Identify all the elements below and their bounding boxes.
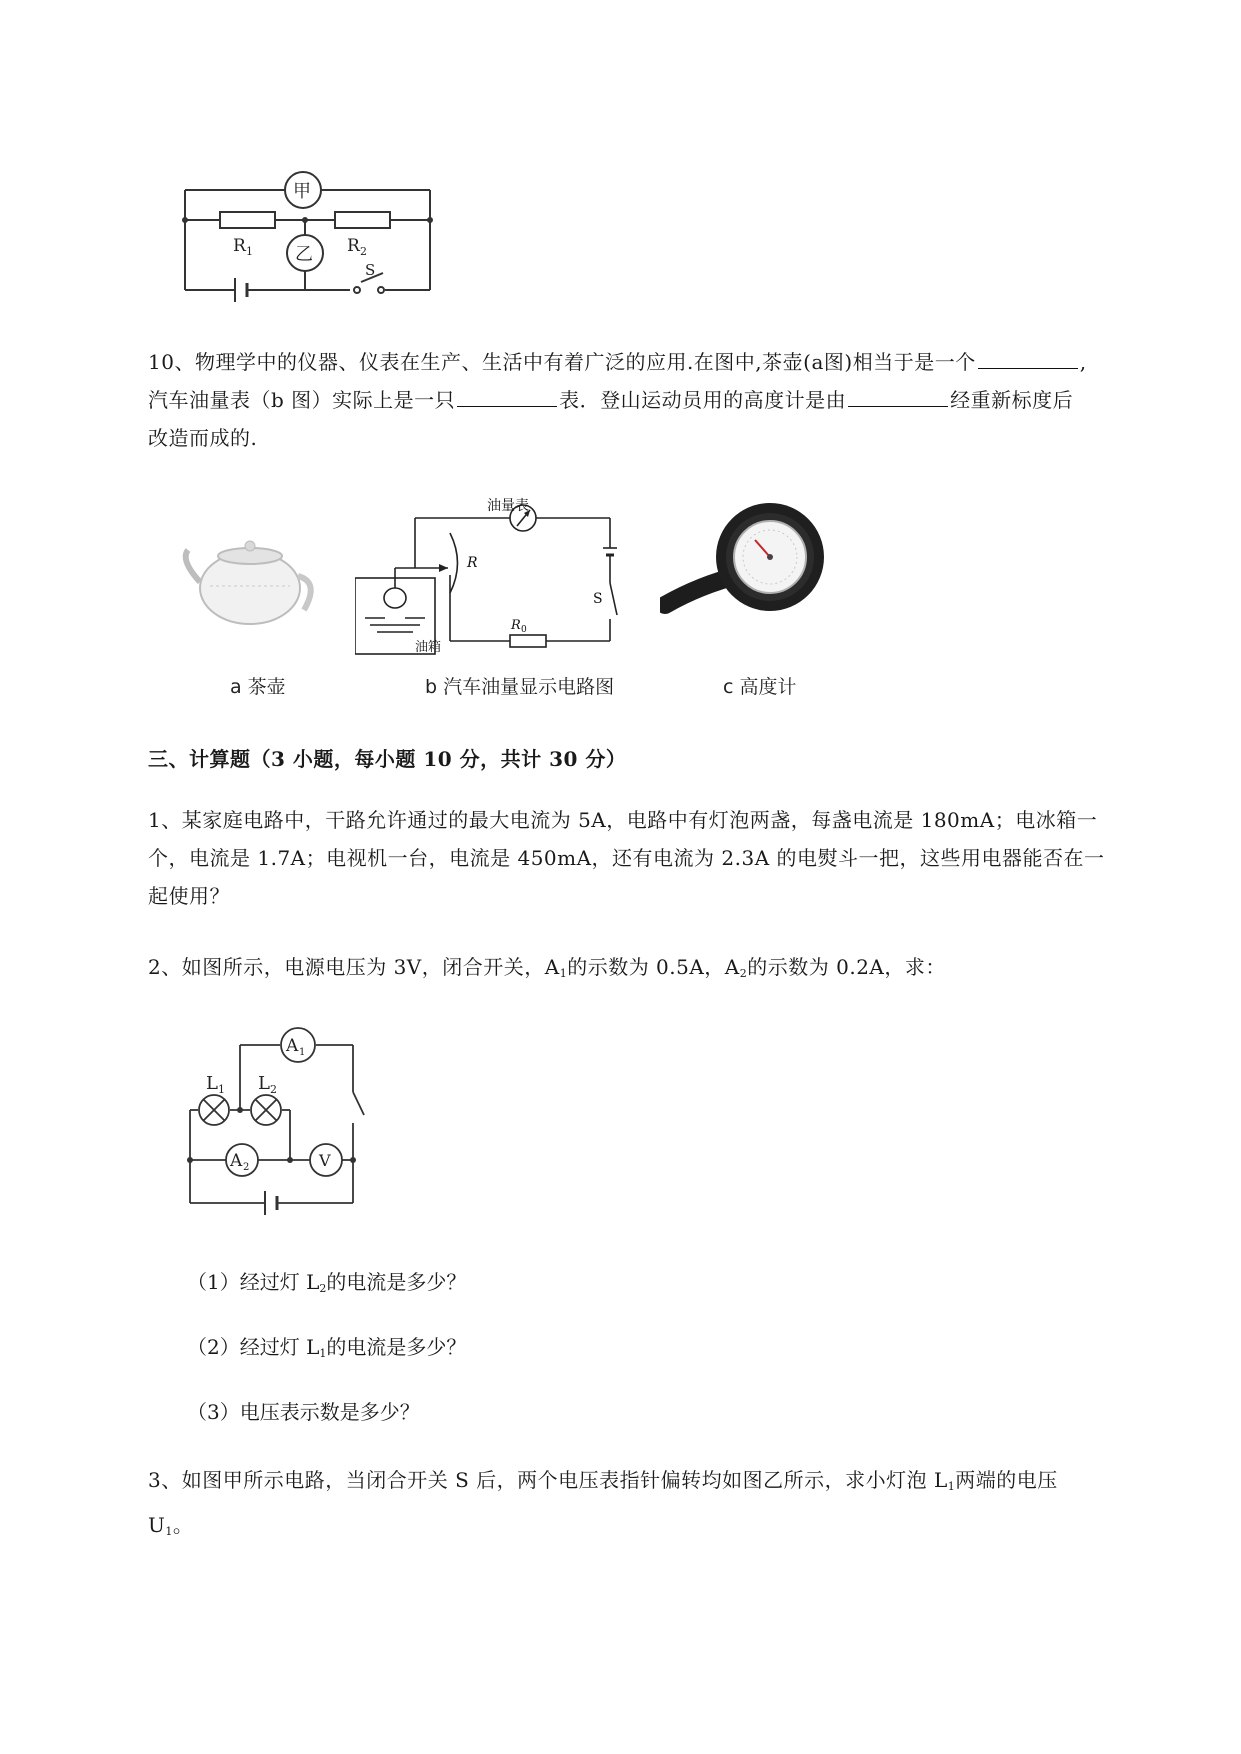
section-3-title: 三、计算题（3 小题，每小题 10 分，共计 30 分） bbox=[148, 747, 627, 771]
meter-jia-label: 甲 bbox=[293, 181, 311, 202]
resistor-r1-label: R bbox=[233, 236, 246, 256]
switch-s-label: S bbox=[365, 261, 376, 279]
problem-1-line-2: 个，电流是 1.7A；电视机一台，电流是 450mA，还有电流为 2.3A 的电熨斗一把，这些用电器能否在一 bbox=[148, 846, 1105, 870]
q10-text-3: 改造而成的. bbox=[148, 426, 258, 450]
sub1-subscript: 2 bbox=[319, 1282, 327, 1295]
lamp-l1-label: L bbox=[206, 1073, 218, 1094]
sub2-subscript: 1 bbox=[319, 1347, 327, 1360]
resistor-r0-subscript: 0 bbox=[521, 625, 527, 635]
circuit-diagram-1 bbox=[175, 165, 445, 305]
problem-3-text-a: 3、如图甲所示电路，当闭合开关 S 后，两个电压表指针偏转均如图乙所示，求小灯泡 L bbox=[148, 1468, 948, 1492]
problem-2-text-c: 的示数为 0.2A，求： bbox=[747, 955, 946, 979]
problem-2-sub-3: （3）电压表示数是多少？ bbox=[187, 1400, 420, 1424]
ammeter-a1-subscript: 1 bbox=[299, 1047, 306, 1058]
answer-blank-2[interactable] bbox=[457, 384, 557, 407]
oil-meter-label: 油量表 bbox=[487, 497, 529, 513]
problem-1-line-3: 起使用？ bbox=[148, 884, 230, 908]
q10-text-2-end: 经重新标度后 bbox=[950, 388, 1074, 412]
q10-text-2: 汽车油量表（b 图）实际上是一只 bbox=[148, 388, 456, 412]
variable-resistor-label: R bbox=[467, 555, 478, 571]
sub2-text-a: （2）经过灯 L bbox=[187, 1335, 320, 1359]
sub2-text-b: 的电流是多少？ bbox=[326, 1335, 467, 1359]
switch-s-label-2: S bbox=[593, 591, 603, 607]
voltmeter-label: V bbox=[319, 1151, 331, 1170]
sub1-text-b: 的电流是多少？ bbox=[326, 1270, 467, 1294]
problem-3-text-c: U bbox=[148, 1513, 166, 1537]
answer-blank-1[interactable] bbox=[978, 346, 1078, 369]
meter-yi-label: 乙 bbox=[295, 244, 313, 265]
problem-2-sub-1 bbox=[187, 1267, 466, 1304]
q10-text-2-mid: 表．登山运动员用的高度计是由 bbox=[559, 388, 847, 412]
q10-text-1: 10、物理学中的仪器、仪表在生产、生活中有着广泛的应用.在图中,茶壶(a图)相当于是一个 bbox=[148, 350, 976, 374]
problem-1-line-1: 1、某家庭电路中，干路允许通过的最大电流为 5A，电路中有灯泡两盏，每盏电流是 180mA；电冰箱一 bbox=[148, 808, 1098, 832]
problem-1 bbox=[148, 801, 1148, 915]
question-10 bbox=[148, 343, 1148, 457]
resistor-r2-subscript: 2 bbox=[360, 245, 367, 258]
problem-3-text-d: 。 bbox=[172, 1513, 194, 1537]
resistor-r2-label: R bbox=[347, 236, 360, 256]
lamp-l1-subscript: 1 bbox=[218, 1083, 225, 1096]
resistor-r0-label: R bbox=[511, 618, 521, 633]
ammeter-a1-label: A bbox=[286, 1036, 299, 1056]
problem-2 bbox=[148, 948, 1148, 993]
oil-tank-label: 油箱 bbox=[415, 639, 442, 654]
lamp-l2-label: L bbox=[258, 1073, 270, 1094]
oil-gauge-circuit-diagram bbox=[355, 493, 635, 668]
problem-2-sub-b: 2 bbox=[739, 967, 748, 980]
problem-3-sub-1: 1 bbox=[947, 1480, 956, 1493]
resistor-r1-subscript: 1 bbox=[246, 245, 253, 258]
ammeter-a2-label: A bbox=[230, 1151, 243, 1171]
answer-blank-3[interactable] bbox=[848, 384, 948, 407]
teapot-image bbox=[180, 520, 320, 630]
problem-3 bbox=[148, 1461, 1148, 1551]
caption-oil-gauge: b 汽车油量显示电路图 bbox=[425, 676, 615, 698]
lamp-l2-subscript: 2 bbox=[270, 1083, 277, 1096]
circuit-diagram-2 bbox=[180, 1025, 380, 1225]
problem-3-sub-2: 1 bbox=[165, 1525, 173, 1538]
q10-text-1-end: , bbox=[1079, 350, 1087, 374]
problem-2-sub-a: 1 bbox=[559, 967, 568, 980]
ammeter-a2-subscript: 2 bbox=[243, 1162, 250, 1173]
problem-2-sub-2 bbox=[187, 1332, 466, 1369]
sub1-text-a: （1）经过灯 L bbox=[187, 1270, 320, 1294]
altimeter-image bbox=[660, 495, 840, 635]
caption-teapot: a 茶壶 bbox=[230, 676, 286, 698]
problem-2-text-b: 的示数为 0.5A，A bbox=[567, 955, 740, 979]
caption-altimeter: c 高度计 bbox=[723, 676, 797, 698]
problem-2-text-a: 2、如图所示，电源电压为 3V，闭合开关，A bbox=[148, 955, 560, 979]
problem-3-text-b: 两端的电压 bbox=[955, 1468, 1058, 1492]
